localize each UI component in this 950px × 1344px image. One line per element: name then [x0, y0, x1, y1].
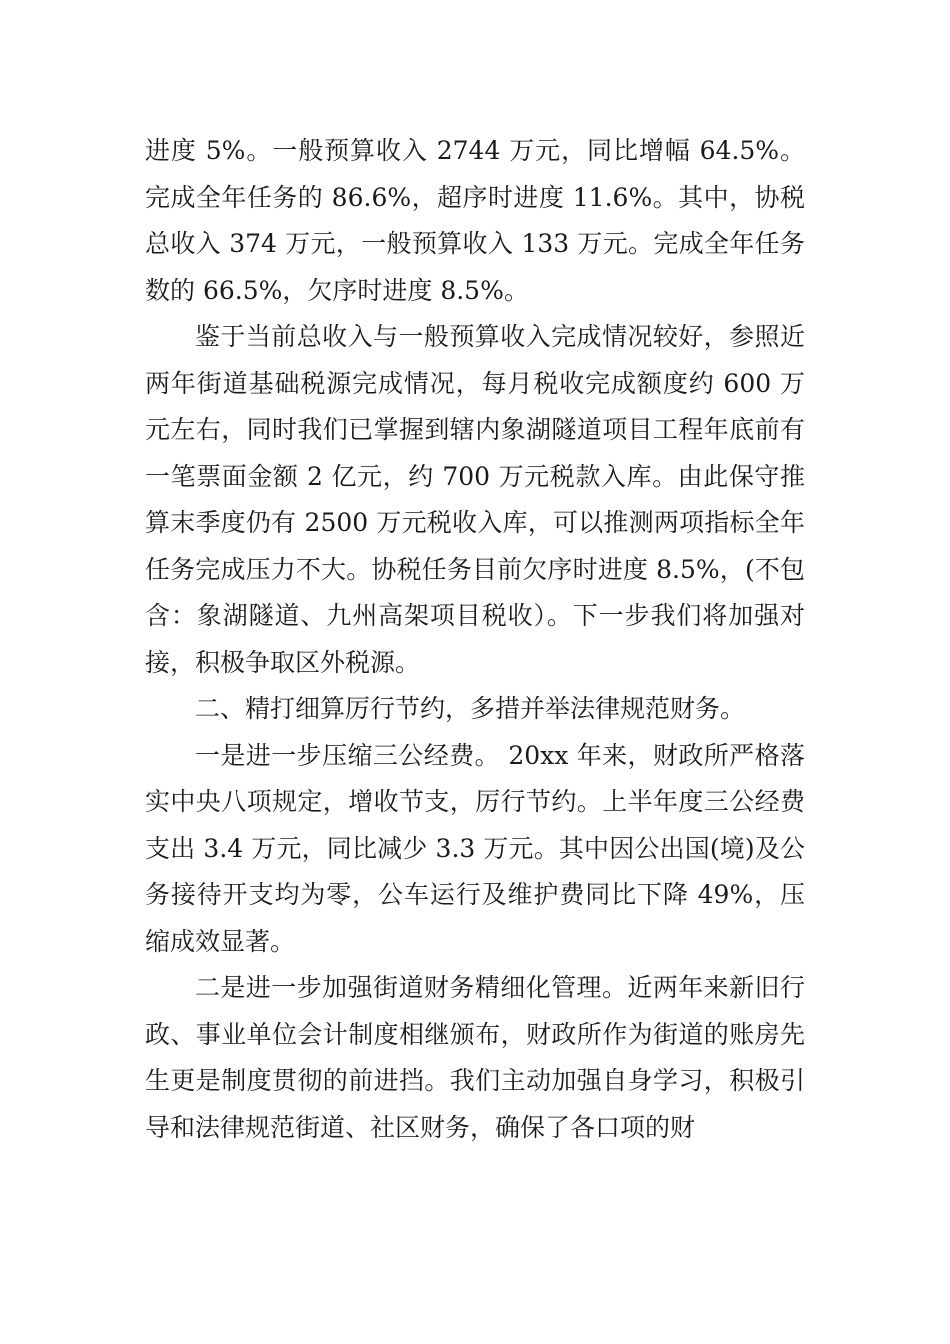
paragraph-revenue-forecast: 鉴于当前总收入与一般预算收入完成情况较好，参照近两年街道基础税源完成情况，每月税收完成额度约 600 万元左右，同时我们已掌握到辖内象湖隧道项目工程年底前有一笔票面金额 2 亿元，约 700 万元税款入库。由此保守推算末季度仍有 2500 万元税收入库，可以推测两项指标全年任务完成压力不大。协税任务目前欠序时进度 8.5%，(不包含：象湖隧道、九州高架项目税收）。下一步我们将加强对接，积极争取区外税源。: [145, 322, 805, 677]
paragraph-revenue-progress: 进度 5%。一般预算收入 2744 万元，同比增幅 64.5%。完成全年任务的 86.6%，超序时进度 11.6%。其中，协税总收入 374 万元，一般预算收入 133 万元。完成全年任务数的 66.5%，欠序时进度 8.5%。: [145, 136, 805, 305]
section-heading-finance: 二、精打细算厉行节约，多措并举法律规范财务。: [195, 694, 746, 723]
document-body: [145, 128, 805, 1151]
paragraph-financial-management: 二是进一步加强街道财务精细化管理。近两年来新旧行政、事业单位会计制度相继颁布，财政所作为街道的账房先生更是制度贯彻的前进挡。我们主动加强自身学习，积极引导和法律规范街道、社区财务，确保了各口项的财: [145, 973, 805, 1142]
paragraph-three-public-expenses: 一是进一步压缩三公经费。 20xx 年来，财政所严格落实中央八项规定，增收节支，厉行节约。上半年度三公经费支出 3.4 万元，同比减少 3.3 万元。其中因公出国(境)及公务接待开支均为零，公车运行及维护费同比下降 49%，压缩成效显著。: [145, 740, 805, 956]
